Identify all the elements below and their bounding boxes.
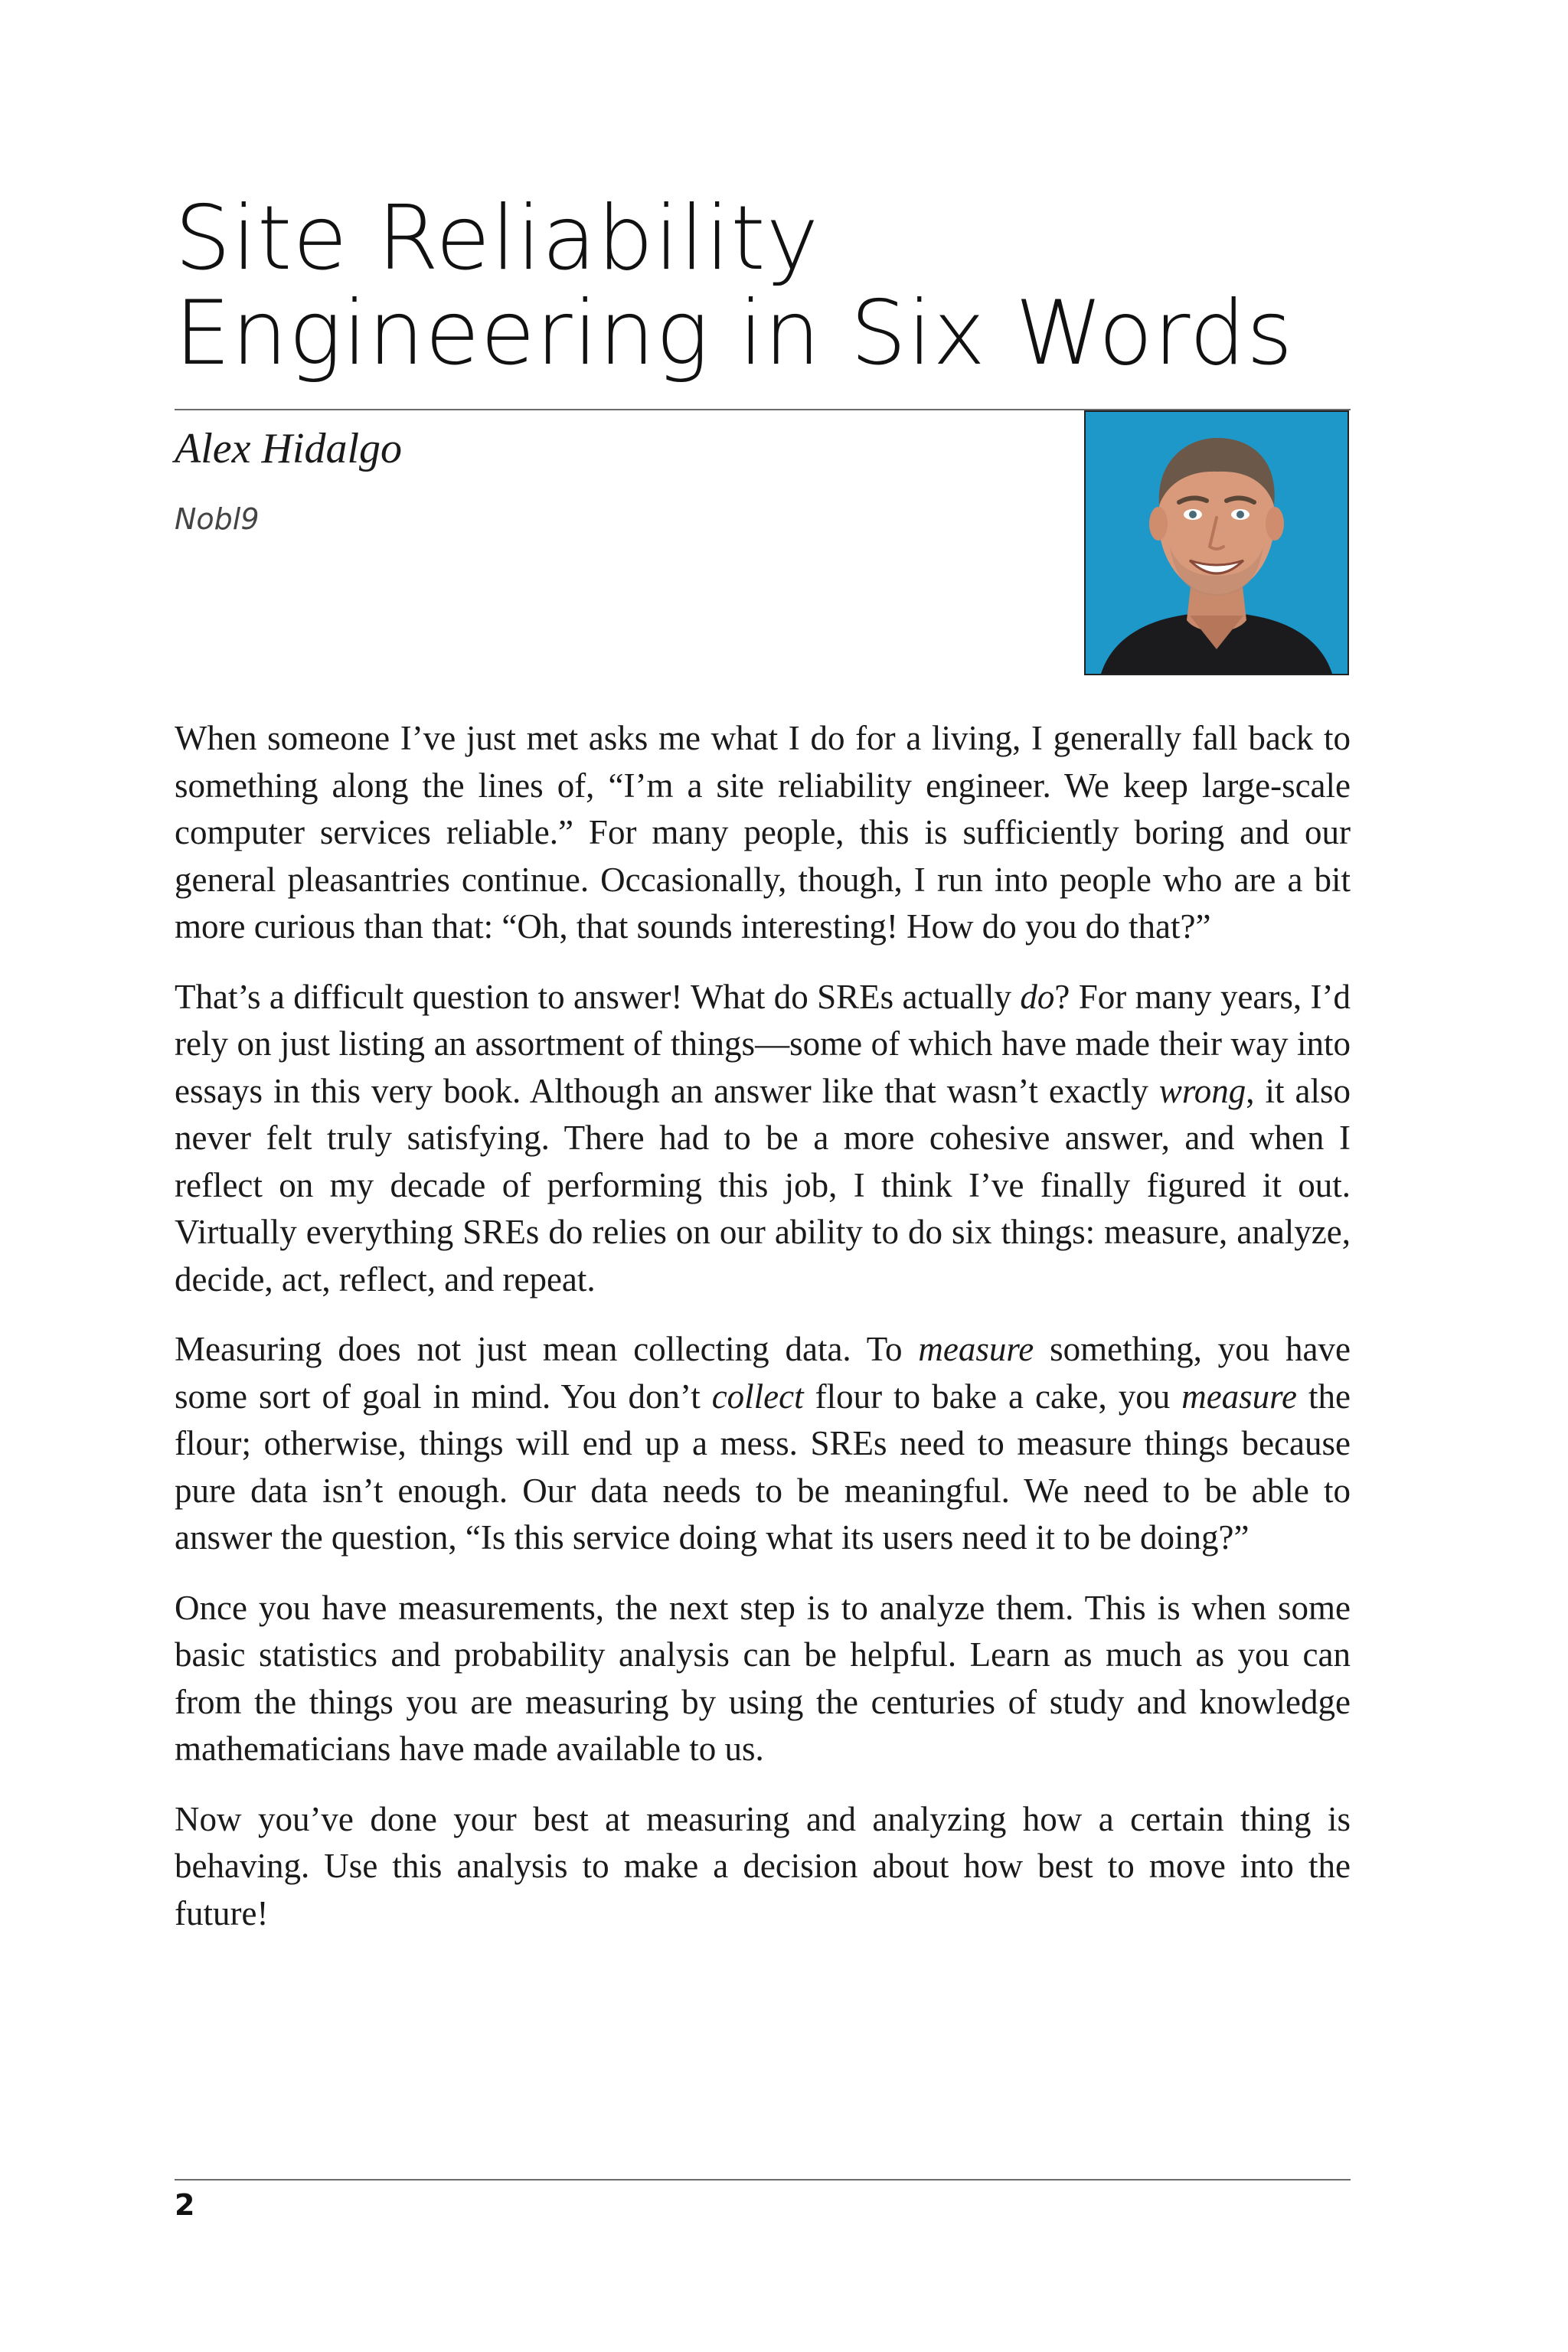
paragraph-3 bbox=[175, 1326, 1351, 1562]
paragraph-3-part-c: something, you have some sort of goal in mind. You don’t bbox=[175, 1330, 1351, 1416]
paragraph-3-emphasis-collect: collect bbox=[711, 1377, 804, 1416]
page-number: 2 bbox=[175, 2188, 195, 2222]
paragraph-3-part-g: the flour; otherwise, things will end up a mess. SREs need to measure things because pure data isn’t enough. Our data needs to be meaningful. We need to be able to answer the question, “Is this service doing what its users need it to be doing?” bbox=[175, 1377, 1351, 1557]
paragraph-2-emphasis-do: do bbox=[1020, 977, 1055, 1016]
footer-divider bbox=[175, 2179, 1351, 2180]
paragraph-3-emphasis-measure-1: measure bbox=[918, 1330, 1034, 1368]
essay-body bbox=[175, 715, 1351, 1960]
paragraph-4: Once you have measurements, the next step is to analyze them. This is when some basic statistics and probability analysis can be helpful. Learn as much as you can from the things you are measuring by using the centuries of study and knowledge mathematicians have made available to us. bbox=[175, 1588, 1351, 1768]
paragraph-2-part-a: That’s a difficult question to answer! What do SREs actually bbox=[175, 977, 1021, 1016]
paragraph-2 bbox=[175, 974, 1351, 1304]
author-portrait-illustration bbox=[1086, 412, 1348, 674]
paragraph-5: Now you’ve done your best at measuring and analyzing how a certain thing is behaving. Use this analysis to make a decision about how best to move into the future! bbox=[175, 1799, 1351, 1932]
paragraph-2-emphasis-wrong: wrong bbox=[1158, 1071, 1246, 1110]
chapter-title-line-2: Engineering in Six Words bbox=[175, 282, 1294, 385]
author-name: Alex Hidalgo bbox=[175, 425, 403, 472]
chapter-title-line-1: Site Reliability bbox=[175, 187, 820, 290]
paragraph-3-part-e: flour to bake a cake, you bbox=[803, 1377, 1182, 1416]
author-organization: Nobl9 bbox=[175, 502, 260, 536]
paragraph-3-part-a: Measuring does not just mean collecting data. To bbox=[175, 1330, 919, 1368]
author-photo bbox=[1084, 410, 1349, 675]
paragraph-2-part-c: ? For many years, I’d rely on just listing an assortment of things—some of which have made their way into essays in this very book. Although an answer like that wasn’t exactly bbox=[175, 977, 1351, 1110]
chapter-title bbox=[175, 187, 1369, 385]
paragraph-3-emphasis-measure-2: measure bbox=[1181, 1377, 1298, 1416]
paragraph-1: When someone I’ve just met asks me what I do for a living, I generally fall back to something along the lines of, “I’m a site reliability engineer. We keep large-scale computer services reliable.” For many people, this is sufficiently boring and our general pleasantries continue. Occasionally, though, I run into people who are a bit more curious than that: “Oh, that sounds interesting! How do you do that?” bbox=[175, 719, 1351, 946]
paragraph-2-part-e: , it also never felt truly satisfying. There had to be a more cohesive answer, and when I reflect on my decade of performing this job, I think I’ve finally figured it out. Virtually everything SREs do relies on our ability to do six things: measure, analyze, decide, act, reflect, and repeat. bbox=[175, 1071, 1351, 1298]
